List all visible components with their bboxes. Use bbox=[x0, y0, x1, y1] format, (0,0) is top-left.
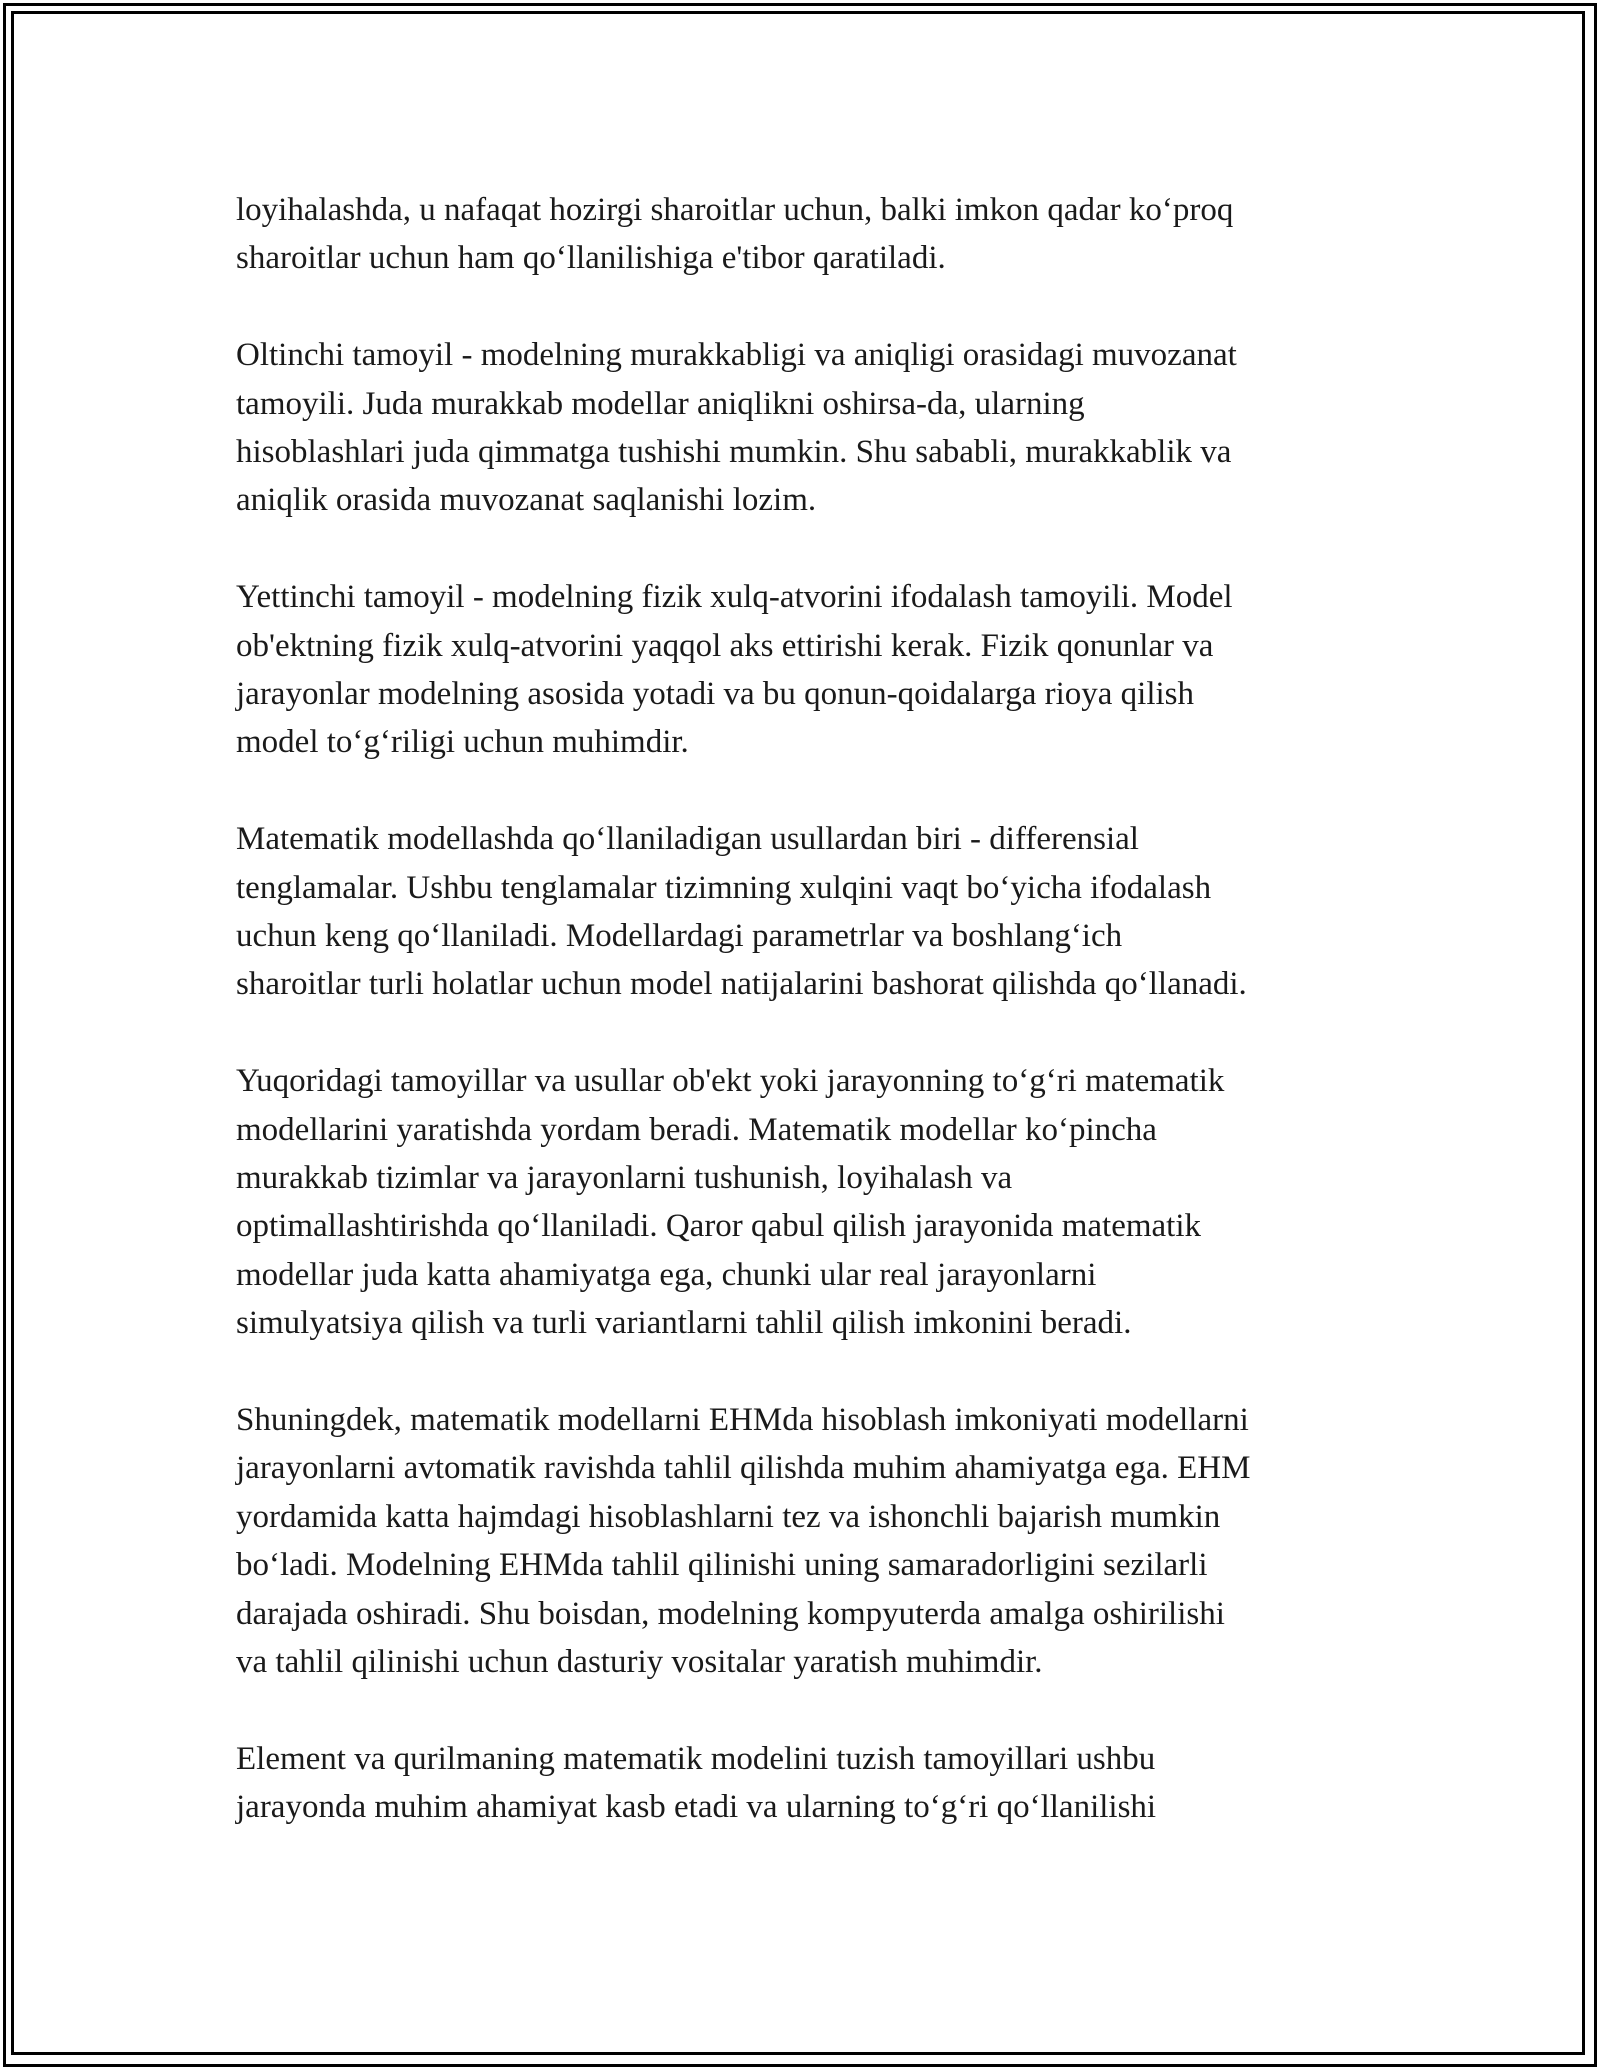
paragraph-principles-summary: Yuqoridagi tamoyillar va usullar ob'ekt yoki jarayonning to‘g‘ri matematik modellarini yaratishda yordam beradi. Matematik modellar ko‘pincha murakkab tizimlar va jarayonlarni tushunish, loyihalash va optimallashtirishda qo‘llaniladi. Qaror qabul qilish jarayonida matematik modellar juda katta ahamiyatga ega, chunki ular real jarayonlarni simulyatsiya qilish va turli variantlarni tahlil qilish imkonini beradi. bbox=[236, 1063, 1225, 1342]
paragraph-sixth-principle: Oltinchi tamoyil - modelning murakkabligi va aniqligi orasidagi muvozanat tamoyili. Juda murakkab modellar aniqlikni oshirsa-da, ularning hisoblashlari juda qimmatga tushishi mumkin. Shu sababli, murakkablik va aniqlik orasida muvozanat saqlanishi lozim. bbox=[236, 337, 1237, 519]
document-body bbox=[236, 186, 1376, 1832]
paragraph-computer-analysis: Shuningdek, matematik modellarni EHMda hisoblash imkoniyati modellarni jarayonlarni avtomatik ravishda tahlil qilishda muhim ahamiyatga ega. EHM yordamida katta hajmdagi hisoblashlarni tez va ishonchli bajarish mumkin bo‘ladi. Modelning EHMda tahlil qilinishi uning samaradorligini sezilarli darajada oshiradi. Shu boisdan, modelning kompyuterda amalga oshirilishi va tahlil qilinishi uchun dasturiy vositalar yaratish muhimdir. bbox=[236, 1402, 1251, 1681]
paragraph-element-modeling: Element va qurilmaning matematik modelini tuzish tamoyillari ushbu jarayonda muhim ahamiyat kasb etadi va ularning to‘g‘ri qo‘llanilishi bbox=[236, 1740, 1157, 1826]
paragraph-seventh-principle: Yettinchi tamoyil - modelning fizik xulq-atvorini ifodalash tamoyili. Model ob'ektning fizik xulq-atvorini yaqqol aks ettirishi kerak. Fizik qonunlar va jarayonlar modelning asosida yotadi va bu qonun-qoidalarga rioya qilish model to‘g‘riligi uchun muhimdir. bbox=[236, 579, 1233, 761]
paragraph-continuation: loyihalashda, u nafaqat hozirgi sharoitlar uchun, balki imkon qadar ko‘proq sharoitlar uchun ham qo‘llanilishiga e'tibor qaratiladi. bbox=[236, 192, 1234, 277]
paragraph-differential-equations: Matematik modellashda qo‘llaniladigan usullardan biri - differensial tenglamalar. Ushbu tenglamalar tizimning xulqini vaqt bo‘yicha ifodalash uchun keng qo‘llaniladi. Modellardagi parametrlar va boshlang‘ich sharoitlar turli holatlar uchun model natijalarini bashorat qilishda qo‘llanadi. bbox=[236, 821, 1247, 1003]
